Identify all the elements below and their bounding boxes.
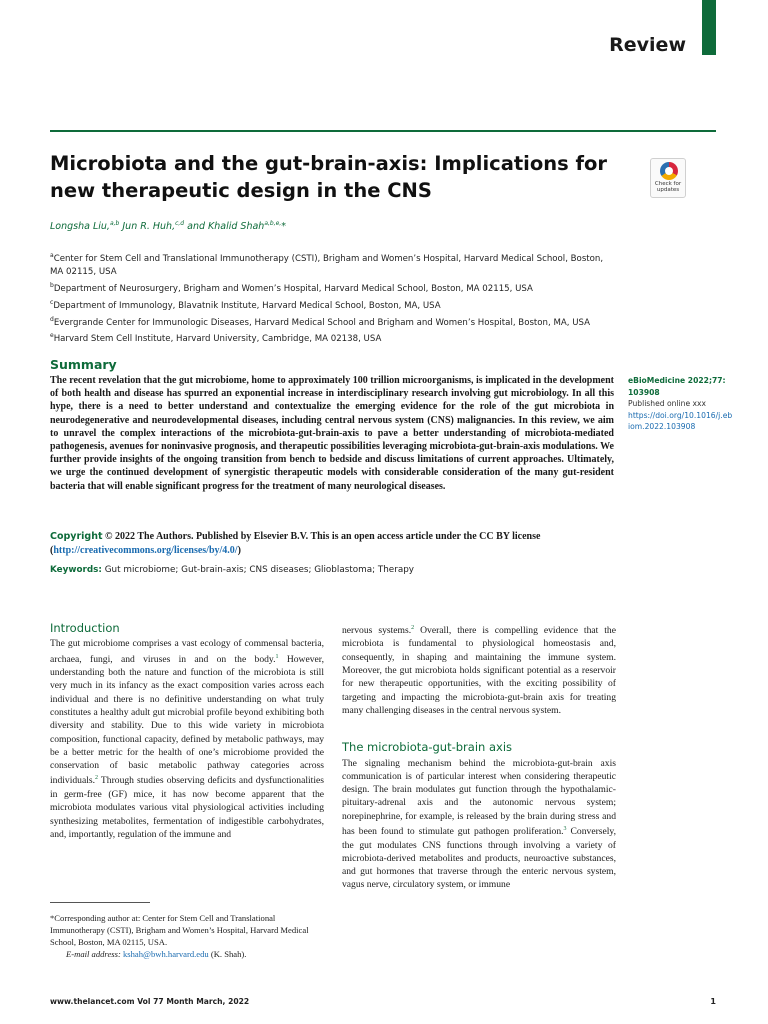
crossmark-icon <box>660 162 678 180</box>
license-link[interactable]: http://creativecommons.org/licenses/by/4.0/ <box>53 545 238 556</box>
footnote-divider <box>50 902 150 903</box>
reference-sup: 1 <box>275 653 279 660</box>
author-name: Jun R. Huh, <box>119 221 176 233</box>
author-affil-sup: c,d <box>175 220 185 227</box>
section-color-tab <box>702 0 716 55</box>
author-affil-sup: a,b,e, <box>264 220 282 227</box>
introduction-continued: nervous systems.$^2$ Overall, there is compelling evidence that the microbiota is fundamental to physiological homeostasis and, consequently, in shaping and maintaining the immune system. Moreover, the gut microbiota holds significant potential as a reservoir for new therapeutic opportunities, with the exciting possibility of targeting and impacting the microbiota-gut-brain axis for treating many challenging diseases in the central nervous system. <box>342 625 616 716</box>
introduction-paragraph: The gut microbiome comprises a vast ecology of commensal bacteria, archaea, fungi, and viruses in and on the body.$^1$ However, understanding both the nature and function of the microbiota is still very much in its infancy as the exact composition varies across each individual and there is no definitive understanding on what truly constitutes a healthy adult gut microbial profile beyond exhibiting both diversity and stability. Due to this wide variety in microbiota composition, functional capacity, defined by metabolic pathways, may be a better metric for the health of one’s microbiome provided the conservation of basic metabolic pathway categories across individuals.$^2$ Through studies observing deficits and dysfunctionalities in germ-free (GF) mice, it has now become apparent that the microbiota modulates various vital physiological activities including synthesizing metabolites, fermentation of indigestible carbohydrates, and, importantly, regulation of the immune and <box>50 638 325 840</box>
right-column <box>342 622 616 892</box>
journal-citation: eBioMedicine 2022;77: 103908 <box>628 376 726 397</box>
introduction-heading: Introduction <box>50 621 120 635</box>
summary-heading: Summary <box>50 357 117 372</box>
published-date: Published online xxx <box>628 399 707 408</box>
copyright-notice: Copyright © 2022 The Authors. Published by Elsevier B.V. This is an open access article under the CC BY license (http://creativecommons.org/licenses/by/4.0/) <box>50 531 541 556</box>
corresponding-star: * <box>281 221 286 233</box>
author-name: and Khalid Shah <box>184 221 265 233</box>
reference-sup: 2 <box>411 625 415 631</box>
author-affil-sup: a,b <box>109 220 120 227</box>
author-name: Longsha Liu, <box>50 221 110 233</box>
affiliation-item: $^e$Harvard Stem Cell Institute, Harvard University, Cambridge, MA 02138, USA <box>50 332 382 345</box>
author-list <box>50 220 286 232</box>
gut-brain-axis-paragraph: The signaling mechanism behind the microbiota-gut-brain axis communication is of particular interest when considering therapeutic design. The brain modulates gut function through the hypothalamic-pituitary-adrenal axis and the autonomic nervous system; norepinephrine, for example, is released by the brain during stress and has been found to stimulate gut pathogen proliferation.$^3$ Conversely, the gut modulates CNS functions through involving a variety of microbiota-derived metabolites and products, neuroactive substances, and gut hormones that traverse through the enteric nervous system, vagus nerve, circulatory system, or immune <box>342 757 616 891</box>
gut-brain-axis-heading: The microbiota-gut-brain axis <box>342 740 513 755</box>
section-label: Review <box>609 34 686 56</box>
corresponding-author-footnote: *Corresponding author at: Center for Stem Cell and Translational Immunotherapy (CSTI), Brigham and Women’s Hospital, Harvard Medical School, Boston, MA 02115, USA. E-mail address: kshah@bwh.harvard.edu (K. Shah). <box>50 913 309 959</box>
copyright-label: Copyright <box>50 531 103 542</box>
affiliation-item: $^a$Center for Stem Cell and Translational Immunotherapy (CSTI), Brigham and Women’s Hospital, Harvard Medical School, Boston, MA 02115, USA <box>50 252 604 277</box>
affiliation-list <box>50 249 610 346</box>
keywords-list: Gut microbiome; Gut-brain-axis; CNS diseases; Glioblastoma; Therapy <box>101 565 415 575</box>
affiliation-item: $^c$Department of Immunology, Blavatnik Institute, Harvard Medical School, Boston, MA, USA <box>50 298 441 311</box>
doi-link[interactable]: https://doi.org/10.1016/j.ebiom.2022.103908 <box>628 410 733 431</box>
header-divider <box>50 130 716 132</box>
journal-footer: www.thelancet.com Vol 77 Month March, 2022 <box>50 997 250 1006</box>
article-title: Microbiota and the gut-brain-axis: Implications for new therapeutic design in the CNS <box>50 152 608 202</box>
affiliation-item: $^b$Department of Neurosurgery, Brigham and Women’s Hospital, Harvard Medical School, Boston, MA 02115, USA <box>50 281 533 294</box>
email-link[interactable]: kshah@bwh.harvard.edu <box>122 949 209 959</box>
summary-text: The recent revelation that the gut microbiome, home to approximately 100 trillion microorganisms, is implicated in the development of both health and disease has spurred an exponential increase in interdisciplinary research involving gut microbiology. In all this hype, there is a need to better understand and contextualize the emerging evidence for the role of the gut microbiota in neurodegenerative and neurodevelopmental diseases, including central nervous system (CNS) malignancies. In this review, we aim to unravel the complex interactions of the microbiota-gut-brain-axis to pave a better understanding of microbiota-mediated pathogenesis, avenues for noninvasive prognosis, and therapeutic possibilities leveraging microbiota-gut-brain-axis modulations. We further provide insights of the ongoing transition from bench to bedside and discuss limitations of current approaches. Ultimately, we urge the continued development of synergistic therapeutic models with considerable consideration of the many gut-resident bacteria that will enable significant progress for the treatment of many neurological diseases. <box>50 375 614 492</box>
page-number: 1 <box>710 997 716 1006</box>
keywords-label: Keywords: <box>50 565 102 575</box>
reference-sup: 3 <box>563 826 567 833</box>
article-meta-sidebar <box>628 375 733 433</box>
keywords <box>50 565 414 575</box>
affiliation-item: $^d$Evergrande Center for Immunologic Diseases, Harvard Medical School and Brigham and Women’s Hospital, Boston, MA, USA <box>50 315 591 328</box>
crossmark-label: Check for updates <box>654 181 682 193</box>
check-for-updates-badge[interactable] <box>650 158 686 198</box>
left-column <box>50 622 324 841</box>
reference-sup: 2 <box>95 775 99 782</box>
